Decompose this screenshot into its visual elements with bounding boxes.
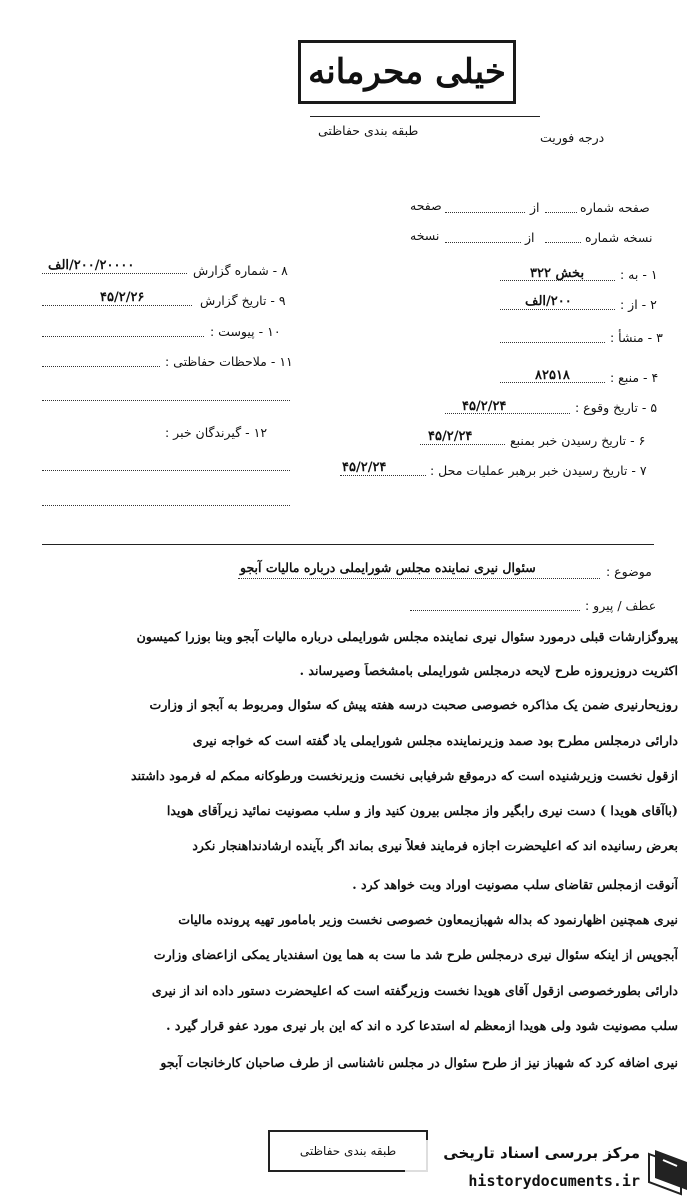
- copy-total-dots: [445, 242, 521, 243]
- urgency-label: درجه فوریت: [540, 130, 605, 145]
- field-report-number-label: ۸ - شماره گزارش: [193, 263, 288, 278]
- copy-number-label: نسخه شماره: [585, 230, 653, 245]
- page-number-label: صفحه شماره: [580, 200, 650, 215]
- body-line: آنوقت ازمجلس تقاضای سلب مصونیت اوراد وبت خواهد کرد .: [352, 877, 678, 892]
- page-number-dots: [545, 212, 577, 213]
- field-from-label: ۲ - از :: [620, 297, 657, 312]
- field-source-date-label: ۶ - تاریخ رسیدن خبر بمنبع: [510, 433, 646, 448]
- field-recipients-dots-1: [42, 470, 290, 471]
- body-line: ازقول نخست وزیرشنیده است که درموقع شرفیابی نخست وزیرنخست ورطوکانه ممکم له فرمود داشتند: [131, 768, 678, 783]
- reference-dots: [410, 610, 580, 611]
- field-from-value: ۲۰۰/الف: [525, 294, 572, 309]
- field-recipients-label: ۱۲ - گیرندگان خبر :: [165, 425, 268, 440]
- field-report-date-dots: [42, 305, 192, 306]
- field-to-value: بخش ۳۲۲: [530, 266, 585, 281]
- field-occurrence-date-label: ۵ - تاریخ وقوع :: [575, 400, 658, 415]
- field-attachment-label: ۱۰ - پیوست :: [210, 324, 281, 339]
- field-report-date-value: ۴۵/۲/۲۶: [100, 290, 145, 305]
- body-line: اکثریت دروزیروزه طرح لایحه درمجلس شورایملی بامشخصاً وصیرساند .: [299, 663, 678, 678]
- body-line: (باآقای هویدا ) دست نیری رابگیر واز مجلس بیرون کنید واز و سلب مصونیت نمائید زیرآقای هویدا: [166, 803, 678, 818]
- body-line: روزیحارنیری ضمن یک مذاکره خصوصی صحبت درسه هفته پیش که سئوال ومربوط به آبجو از وزارت: [149, 697, 678, 712]
- body-line: دارائی درمجلس مطرح بود صمد وزیرنماینده مجلس شورایملی یاد گفته است که خواجه نیری: [192, 733, 678, 748]
- body-line: بعرض رسانیده اند که اعلیحضرت اجازه فرمایند فعلاً نیری بماند اگر بآینده ارشادنداهنجار نکرد: [192, 838, 678, 853]
- copy-number-dots: [545, 242, 581, 243]
- reference-label: عطف / پیرو :: [585, 598, 657, 613]
- field-occurrence-date-dots: [445, 413, 570, 414]
- page-total-dots: [445, 212, 525, 213]
- field-from-dots: [500, 309, 615, 310]
- field-occurrence-date-value: ۴۵/۲/۲۴: [462, 399, 507, 414]
- field-ops-date-dots: [340, 475, 426, 476]
- body-line: آبجوپس از اینکه سئوال نیری درمجلس طرح شد ما ست به هما یون اسفندیار یمکی ازاعضای وزارت: [153, 947, 678, 962]
- subject-label: موضوع :: [606, 564, 652, 579]
- field-report-date-label: ۹ - تاریخ گزارش: [200, 293, 286, 308]
- subject-dots: [238, 578, 600, 579]
- field-to-dots: [500, 280, 615, 281]
- field-report-number-value: ۲۰۰/۲۰۰۰۰/الف: [48, 258, 135, 273]
- field-ops-date-label: ۷ - تاریخ رسیدن خبر برهبر عملیات محل :: [430, 463, 647, 478]
- copy-of-label: از: [525, 230, 535, 245]
- field-source-date-value: ۴۵/۲/۲۴: [428, 429, 473, 444]
- field-source-dots: [500, 382, 605, 383]
- field-report-number-dots: [42, 273, 187, 274]
- header-separator: [42, 544, 654, 545]
- field-attachment-dots: [42, 336, 204, 337]
- field-recipients-dots-2: [42, 505, 290, 506]
- subject-value: سئوال نیری نماینده مجلس شورایملی درباره مالیات آبجو: [240, 560, 536, 575]
- body-line: سلب مصونیت شود ولی هویدا ازمعظم له استدعا کرد ه اند که این بار نیری مورد عفو قرار گیرد .: [166, 1018, 678, 1033]
- field-source-date-dots: [420, 444, 505, 445]
- field-ops-date-value: ۴۵/۲/۲۴: [342, 460, 387, 475]
- watermark: [405, 1140, 695, 1198]
- copy-unit-label: نسخه: [410, 228, 440, 243]
- body-line: دارائی بطورخصوصی ازقول آقای هویدا نخست وزیرگفته است که اعلیحضرت دستور داده اند از نیری: [151, 983, 678, 998]
- page-of-label: از: [530, 200, 540, 215]
- page-unit-label: صفحه: [410, 198, 442, 213]
- field-source-value: ۸۲۵۱۸: [535, 368, 570, 383]
- classification-stamp: خیلی محرمانه: [298, 40, 516, 104]
- watermark-title: مرکز بررسی اسناد تاریخی: [443, 1144, 640, 1162]
- stamp-underline: [310, 116, 540, 117]
- field-security-notes-label: ۱۱ - ملاحظات حفاظتی :: [165, 354, 293, 369]
- field-security-notes-dots-2: [42, 400, 290, 401]
- watermark-url: historydocuments.ir: [468, 1172, 640, 1190]
- body-line: نیری همچنین اظهارنمود که بداله شهبازیمعاون خصوصی نخست وزیر بامامور تهیه پرونده مالیات: [178, 912, 678, 927]
- classification-label: طبقه بندی حفاظتی: [318, 123, 419, 138]
- body-line: نیری اضافه کرد که شهباز نیز از طرح سئوال در مجلس ناشناسی از طرف صاحبان کارخانجات آبجو: [160, 1055, 678, 1070]
- footer-classification-label: طبقه بندی حفاظتی: [299, 1144, 397, 1158]
- field-source-label: ۴ - منبع :: [610, 370, 659, 385]
- field-to-label: ۱ - به :: [620, 267, 658, 282]
- footer-classification-stamp: [268, 1130, 428, 1172]
- field-origin-label: ۳ - منشأ :: [610, 330, 663, 345]
- field-security-notes-dots: [42, 366, 160, 367]
- field-origin-dots: [500, 342, 605, 343]
- body-line: پیروگزارشات قبلی درمورد سئوال نیری نماینده مجلس شورایملی درباره مالیات آبجو وبنا بوزرا کمیسون: [136, 629, 678, 644]
